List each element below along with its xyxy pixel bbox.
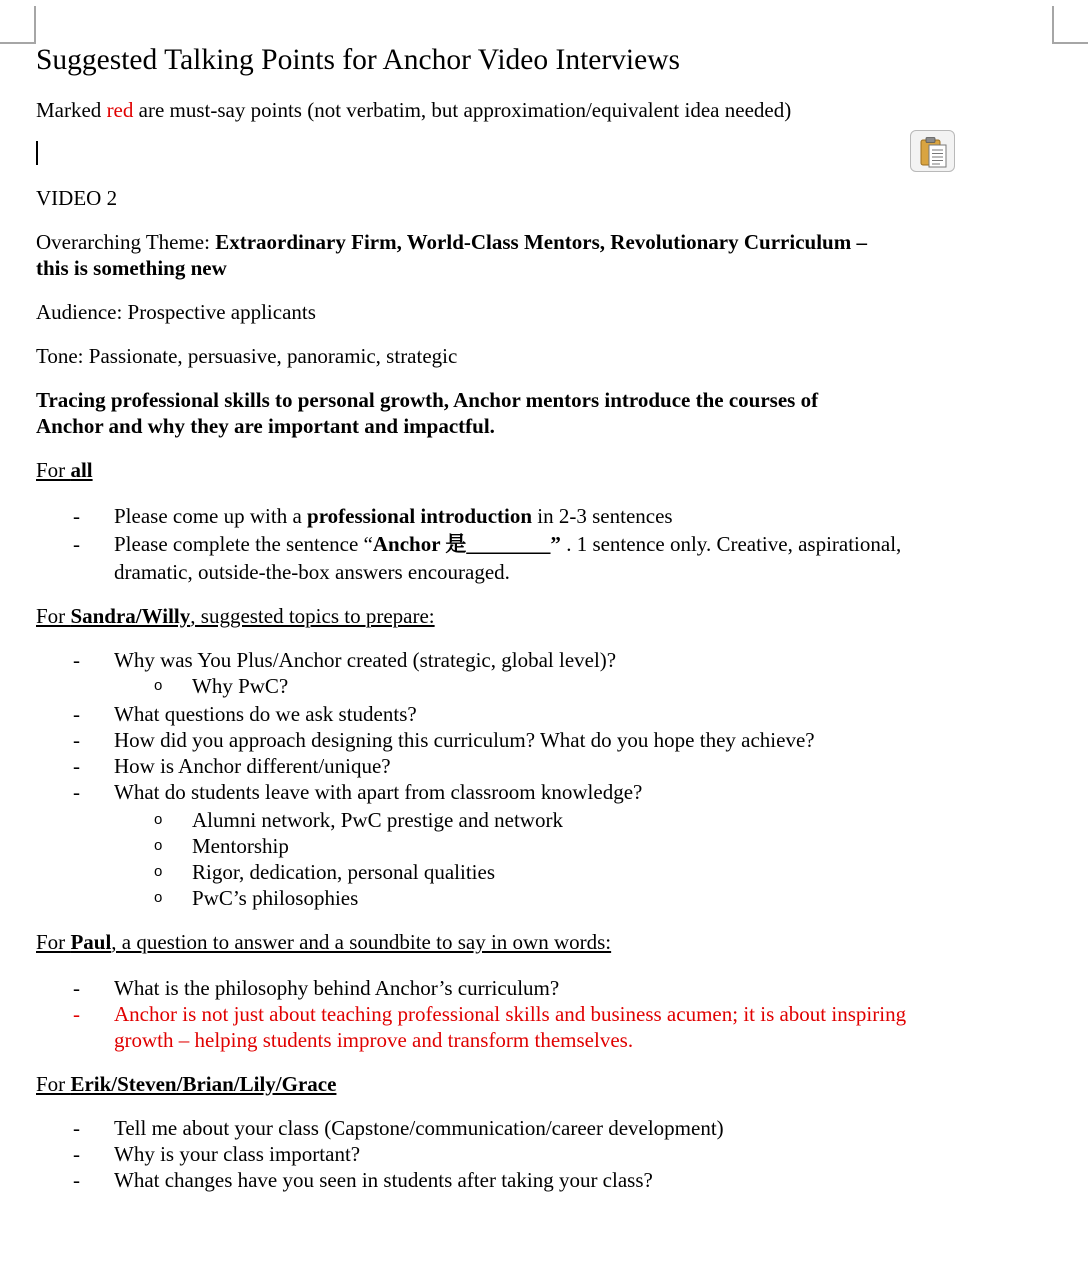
clipboard-icon (920, 136, 947, 168)
summary-line-2: Anchor and why they are important and impactful. (36, 414, 495, 438)
section-heading-all: For all (36, 458, 93, 482)
paste-options-button[interactable] (910, 130, 955, 172)
audience-line: Audience: Prospective applicants (36, 300, 316, 324)
tone-line: Tone: Passionate, persuasive, panoramic, strategic (36, 344, 458, 368)
summary-line-1: Tracing professional skills to personal growth, Anchor mentors introduce the courses of (36, 388, 819, 412)
theme-line-1: Overarching Theme: Extraordinary Firm, World-Class Mentors, Revolutionary Curriculum – (36, 230, 867, 254)
video-label: VIDEO 2 (36, 186, 118, 210)
page-title: Suggested Talking Points for Anchor Video Interviews (36, 44, 681, 76)
text-cursor (36, 141, 38, 165)
crop-mark-top-right (1052, 6, 1088, 44)
theme-line-2: this is something new (36, 256, 227, 280)
section-heading-erik-group: For Erik/Steven/Brian/Lily/Grace (36, 1072, 337, 1096)
section-heading-paul: For Paul, a question to answer and a soundbite to say in own words: (36, 930, 612, 954)
crop-mark-top-left (0, 6, 36, 44)
red-marker-word: red (106, 98, 134, 122)
note-line: Marked red are must-say points (not verbatim, but approximation/equivalent idea needed) (36, 98, 792, 122)
section-heading-sandra-willy: For Sandra/Willy, suggested topics to prepare: (36, 604, 435, 628)
